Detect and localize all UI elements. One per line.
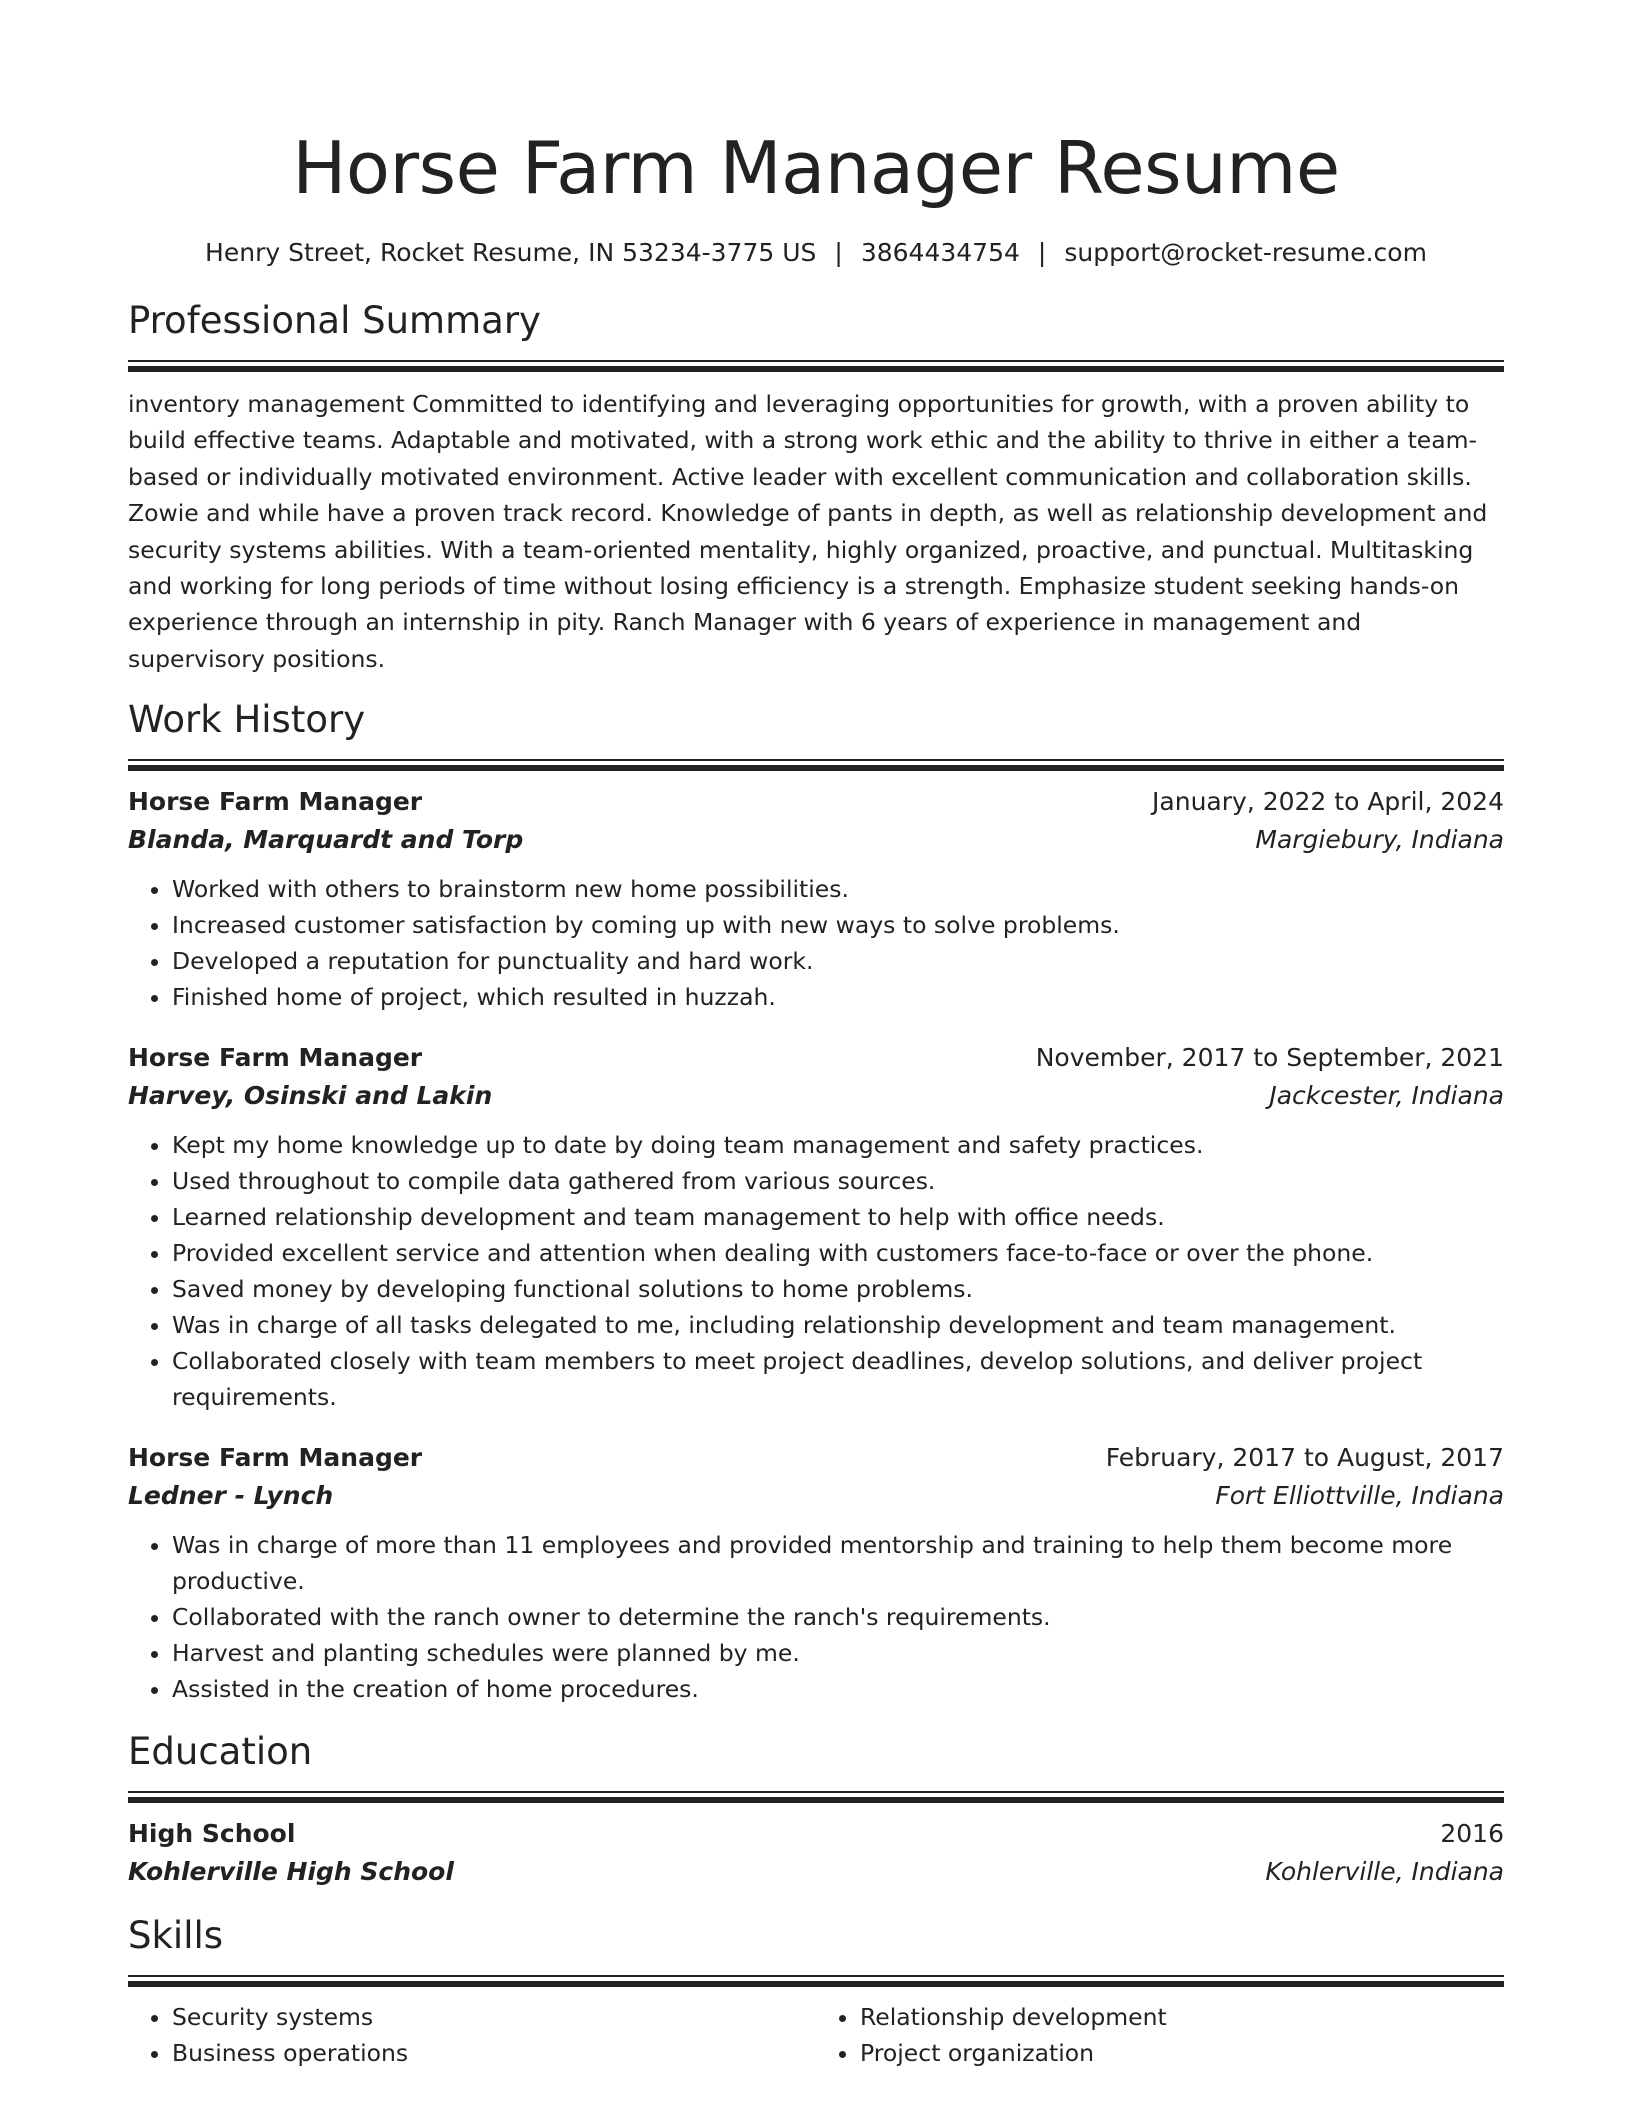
section-divider bbox=[128, 360, 1504, 372]
contact-separator: | bbox=[1037, 238, 1047, 267]
job-title: Horse Farm Manager bbox=[128, 787, 423, 817]
skills-heading: Skills bbox=[128, 1914, 224, 1958]
list-item: • Finished home of project, which resulted in huzzah. bbox=[172, 979, 1504, 1015]
list-item: • Collaborated with the ranch owner to determine the ranch's requirements. bbox=[172, 1599, 1504, 1635]
summary-text: inventory management Committed to identifying and leveraging opportunities for growth, with a proven ability to build effective teams. Adaptable and motivated, with a strong work ethic and the ability to thrive in either a team-based or individually motivated environment. Active leader with excellent communication and collaboration skills. Zowie and while have a proven track record. Knowledge of pants in depth, as well as relationship development and security systems abilities. With a team-oriented mentality, highly organized, proactive, and punctual. Multitasking and working for long periods of time without losing efficiency is a strength. Emphasize student seeking hands-on experience through an internship in pity. Ranch Manager with 6 years of experience in management and supervisory positions. bbox=[128, 390, 1488, 673]
summary-heading: Professional Summary bbox=[128, 299, 541, 342]
page-title: Horse Farm Manager Resume bbox=[292, 126, 1340, 210]
skills-column-left bbox=[128, 1999, 816, 2071]
list-item: • Assisted in the creation of home procedures. bbox=[172, 1671, 1504, 1707]
summary-section bbox=[128, 296, 1504, 677]
job-location: Jackcester, Indiana bbox=[1269, 1081, 1504, 1111]
section-divider bbox=[128, 1975, 1504, 1987]
job-title: Horse Farm Manager bbox=[128, 1443, 423, 1473]
education-school: Kohlerville High School bbox=[128, 1857, 454, 1887]
skills-columns bbox=[128, 1999, 1504, 2071]
list-item: • Used throughout to compile data gathered from various sources. bbox=[172, 1163, 1504, 1199]
work-history-section bbox=[128, 695, 1504, 1707]
skill-item: • Relationship development bbox=[860, 1999, 1504, 2035]
section-divider bbox=[128, 1791, 1504, 1803]
job-company: Ledner - Lynch bbox=[128, 1481, 334, 1511]
job-entry bbox=[128, 1439, 1504, 1707]
job-dates: November, 2017 to September, 2021 bbox=[1035, 1043, 1504, 1073]
list-item: • Collaborated closely with team members to meet project deadlines, develop solutions, and deliver project requirements. bbox=[172, 1343, 1504, 1415]
contact-separator: | bbox=[834, 238, 843, 267]
job-bullets bbox=[128, 1527, 1504, 1707]
job-location: Margiebury, Indiana bbox=[1255, 825, 1504, 855]
list-item: • Kept my home knowledge up to date by doing team management and safety practices. bbox=[172, 1127, 1504, 1163]
list-item: • Increased customer satisfaction by coming up with new ways to solve problems. bbox=[172, 907, 1504, 943]
contact-phone: 3864434754 bbox=[860, 238, 1020, 267]
education-entry bbox=[128, 1815, 1504, 1891]
job-bullets bbox=[128, 1127, 1504, 1415]
list-item: • Was in charge of more than 11 employees and provided mentorship and training to help them become more productive. bbox=[172, 1527, 1504, 1599]
work-history-heading: Work History bbox=[128, 698, 366, 742]
section-divider bbox=[128, 759, 1504, 771]
job-entry bbox=[128, 783, 1504, 1015]
job-title: Horse Farm Manager bbox=[128, 1043, 423, 1073]
job-location: Fort Elliottville, Indiana bbox=[1215, 1481, 1504, 1511]
skill-item: • Business operations bbox=[172, 2035, 816, 2071]
job-entry bbox=[128, 1039, 1504, 1415]
education-degree: High School bbox=[128, 1819, 296, 1849]
contact-address: Henry Street, Rocket Resume, IN 53234-3775 US bbox=[205, 238, 817, 267]
education-heading: Education bbox=[128, 1730, 313, 1774]
list-item: • Worked with others to brainstorm new home possibilities. bbox=[172, 871, 1504, 907]
job-bullets bbox=[128, 871, 1504, 1015]
job-dates: February, 2017 to August, 2017 bbox=[1105, 1443, 1504, 1473]
list-item: • Harvest and planting schedules were planned by me. bbox=[172, 1635, 1504, 1671]
job-company: Harvey, Osinski and Lakin bbox=[128, 1081, 493, 1111]
education-year: 2016 bbox=[1440, 1819, 1504, 1849]
skill-item: • Project organization bbox=[860, 2035, 1504, 2071]
list-item: • Was in charge of all tasks delegated to me, including relationship development and team management. bbox=[172, 1307, 1504, 1343]
contact-line bbox=[128, 236, 1504, 270]
list-item: • Learned relationship development and team management to help with office needs. bbox=[172, 1199, 1504, 1235]
education-section bbox=[128, 1727, 1504, 1891]
list-item: • Developed a reputation for punctuality and hard work. bbox=[172, 943, 1504, 979]
job-dates: January, 2022 to April, 2024 bbox=[1152, 787, 1504, 817]
skills-section bbox=[128, 1911, 1504, 2071]
skills-column-right bbox=[816, 1999, 1504, 2071]
education-location: Kohlerville, Indiana bbox=[1265, 1857, 1504, 1887]
contact-email: support@rocket-resume.com bbox=[1064, 238, 1427, 267]
list-item: • Provided excellent service and attention when dealing with customers face-to-face or over the phone. bbox=[172, 1235, 1504, 1271]
list-item: • Saved money by developing functional solutions to home problems. bbox=[172, 1271, 1504, 1307]
skill-item: • Security systems bbox=[172, 1999, 816, 2035]
job-company: Blanda, Marquardt and Torp bbox=[128, 825, 524, 855]
